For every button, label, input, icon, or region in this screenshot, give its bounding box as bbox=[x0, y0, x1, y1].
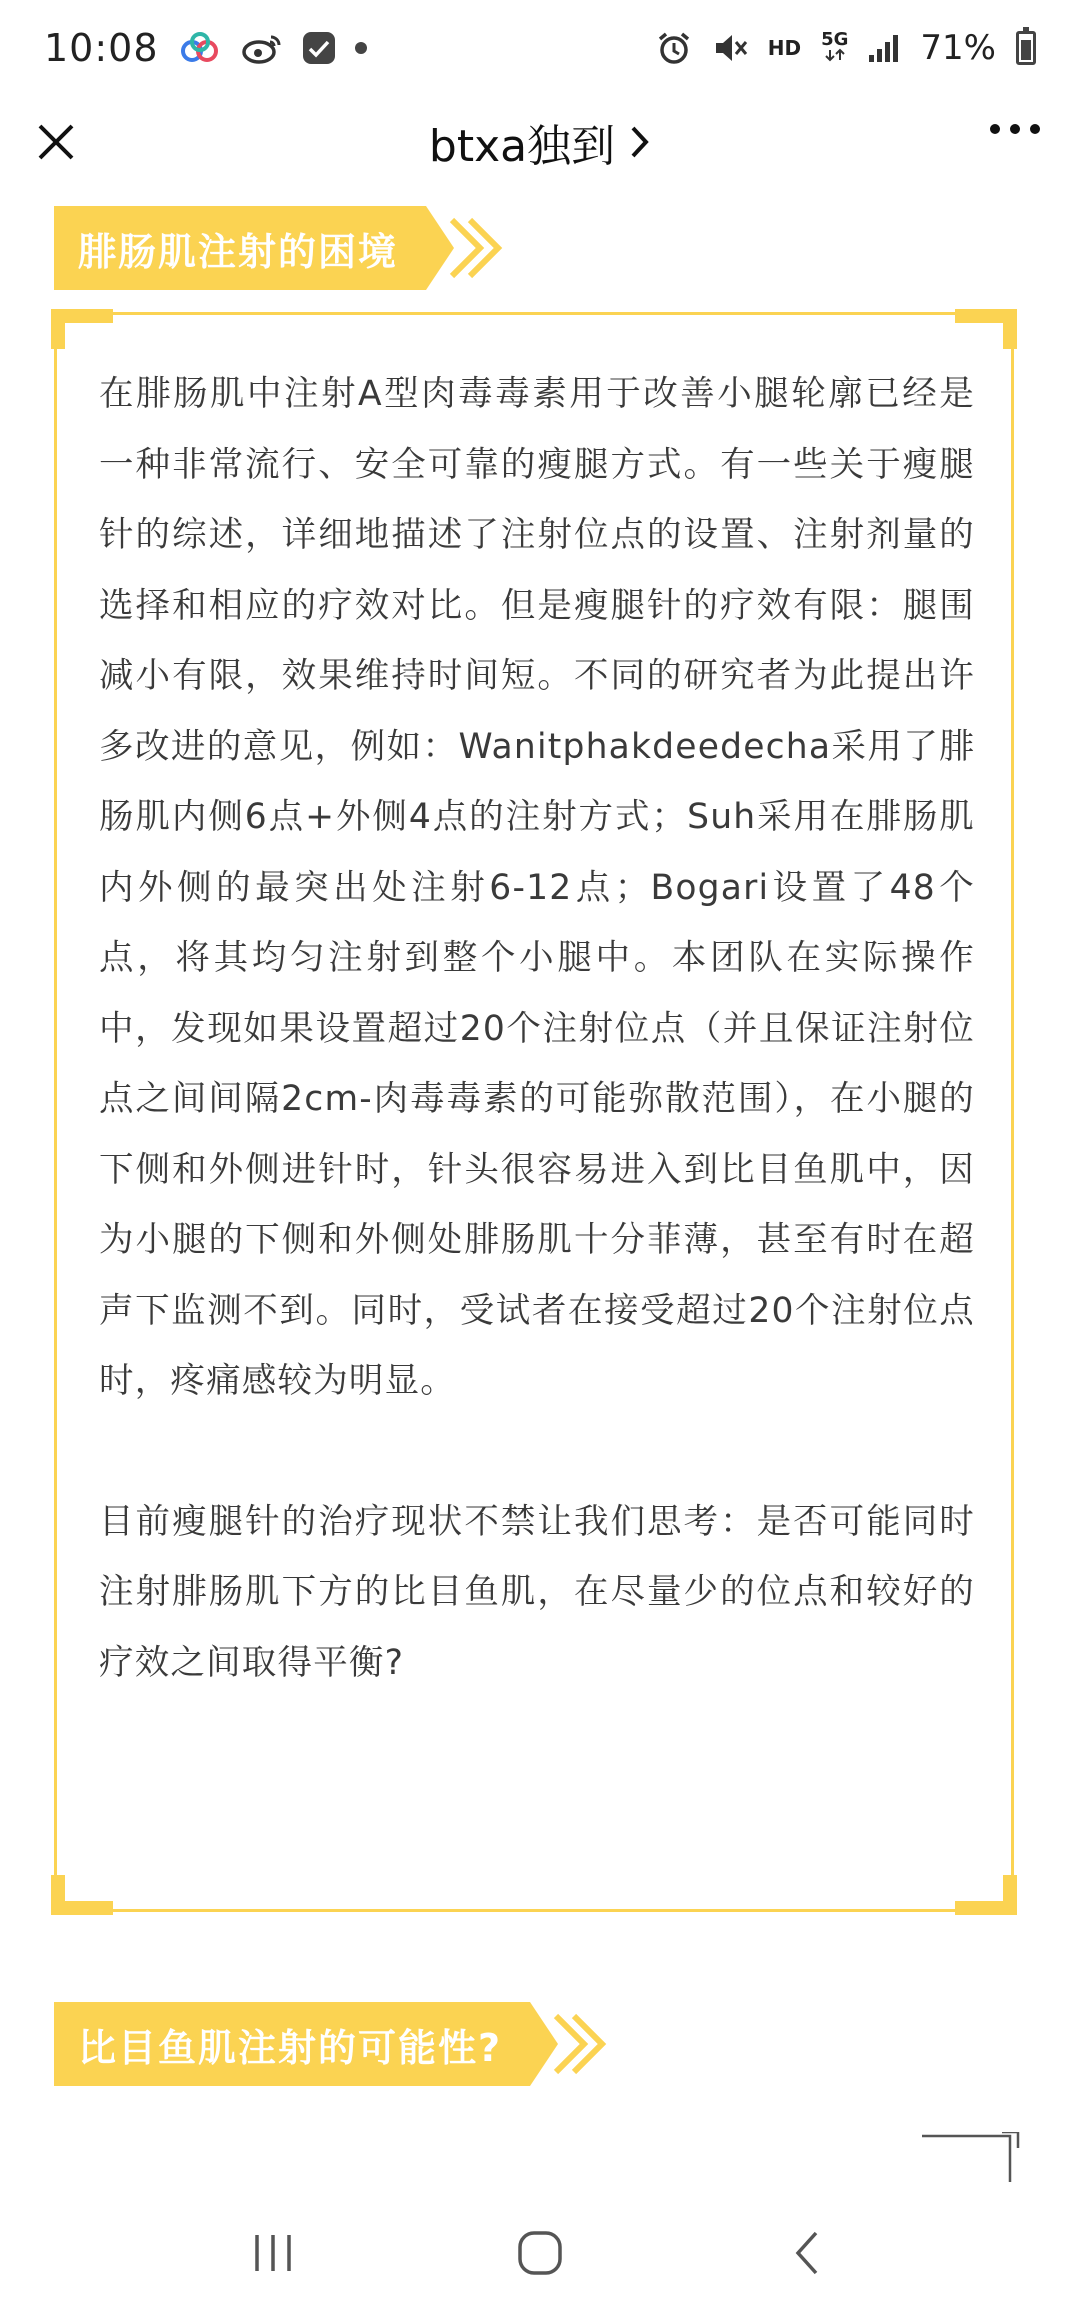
status-bar bbox=[0, 0, 1080, 96]
double-chevron-icon bbox=[448, 206, 508, 290]
nav-bar bbox=[0, 96, 1080, 188]
notification-dot-icon bbox=[355, 42, 367, 54]
frame-corner bbox=[955, 309, 1017, 349]
article-frame bbox=[54, 312, 1014, 1912]
alarm-icon bbox=[656, 30, 692, 66]
app-badge-icon bbox=[301, 30, 337, 66]
recent-apps-icon bbox=[251, 2233, 295, 2273]
chevron-right-icon bbox=[629, 124, 651, 160]
more-dot-icon bbox=[1010, 124, 1020, 134]
frame-corner bbox=[51, 309, 113, 349]
status-time: 10:08 bbox=[44, 26, 159, 70]
more-options-button[interactable] bbox=[990, 124, 1040, 134]
frame-corner bbox=[955, 1875, 1017, 1915]
hd-indicator: HD bbox=[767, 36, 802, 60]
home-icon bbox=[516, 2229, 564, 2277]
battery-percent: 71% bbox=[920, 28, 996, 68]
system-nav-bar bbox=[0, 2190, 1080, 2316]
frame-corner bbox=[51, 1875, 113, 1915]
more-dot-icon bbox=[1030, 124, 1040, 134]
network-indicator: 5G bbox=[821, 32, 848, 65]
double-chevron-icon bbox=[552, 2002, 612, 2086]
battery-icon bbox=[1016, 31, 1036, 65]
mute-icon bbox=[712, 31, 748, 65]
article-paragraph: 在腓肠肌中注射A型肉毒毒素用于改善小腿轮廓已经是一种非常流行、安全可靠的瘦腿方式。有一些关于瘦腿针的综述，详细地描述了注射位点的设置、注射剂量的选择和相应的疗效对比。但是瘦腿针的疗效有限：腿围减小有限，效果维持时间短。不同的研究者为此提出许多改进的意见，例如：Wanitphakdeedecha采用了腓肠肌内侧6点+外侧4点的注射方式；Suh采用在腓肠肌内外侧的最突出处注射6-12点；Bogari设置了48个点，将其均匀注射到整个小腿中。本团队在实际操作中，发现如果设置超过20个注射位点（并且保证注射位点之间间隔2cm-肉毒毒素的可能弥散范围），在小腿的下侧和外侧进针时，针头很容易进入到比目鱼肌中，因为小腿的下侧和外侧处腓肠肌十分菲薄，甚至有时在超声下监测不到。同时，受试者在接受超过20个注射位点时，疼痛感较为明显。 bbox=[99, 374, 975, 1401]
weibo-icon bbox=[241, 31, 283, 65]
account-title-link[interactable] bbox=[429, 110, 651, 174]
section-title: 比目鱼肌注射的可能性? bbox=[54, 2002, 530, 2086]
section-header bbox=[54, 2002, 612, 2086]
more-dot-icon bbox=[990, 124, 1000, 134]
article-paragraph: 目前瘦腿针的治疗现状不禁让我们思考：是否可能同时注射腓肠肌下方的比目鱼肌，在尽量少的位点和较好的疗效之间取得平衡? bbox=[99, 1501, 975, 1683]
article-body bbox=[99, 359, 975, 1698]
section-header bbox=[54, 206, 508, 290]
cloud-app-icon bbox=[177, 31, 223, 65]
account-title: btxa独到 bbox=[428, 121, 616, 172]
recent-apps-button[interactable] bbox=[228, 2208, 318, 2298]
back-icon bbox=[792, 2230, 822, 2276]
signal-icon bbox=[868, 33, 900, 63]
home-button[interactable] bbox=[495, 2208, 585, 2298]
decorative-bracket-icon bbox=[922, 2132, 1022, 2182]
section-title: 腓肠肌注射的困境 bbox=[54, 206, 426, 290]
back-button[interactable] bbox=[762, 2208, 852, 2298]
